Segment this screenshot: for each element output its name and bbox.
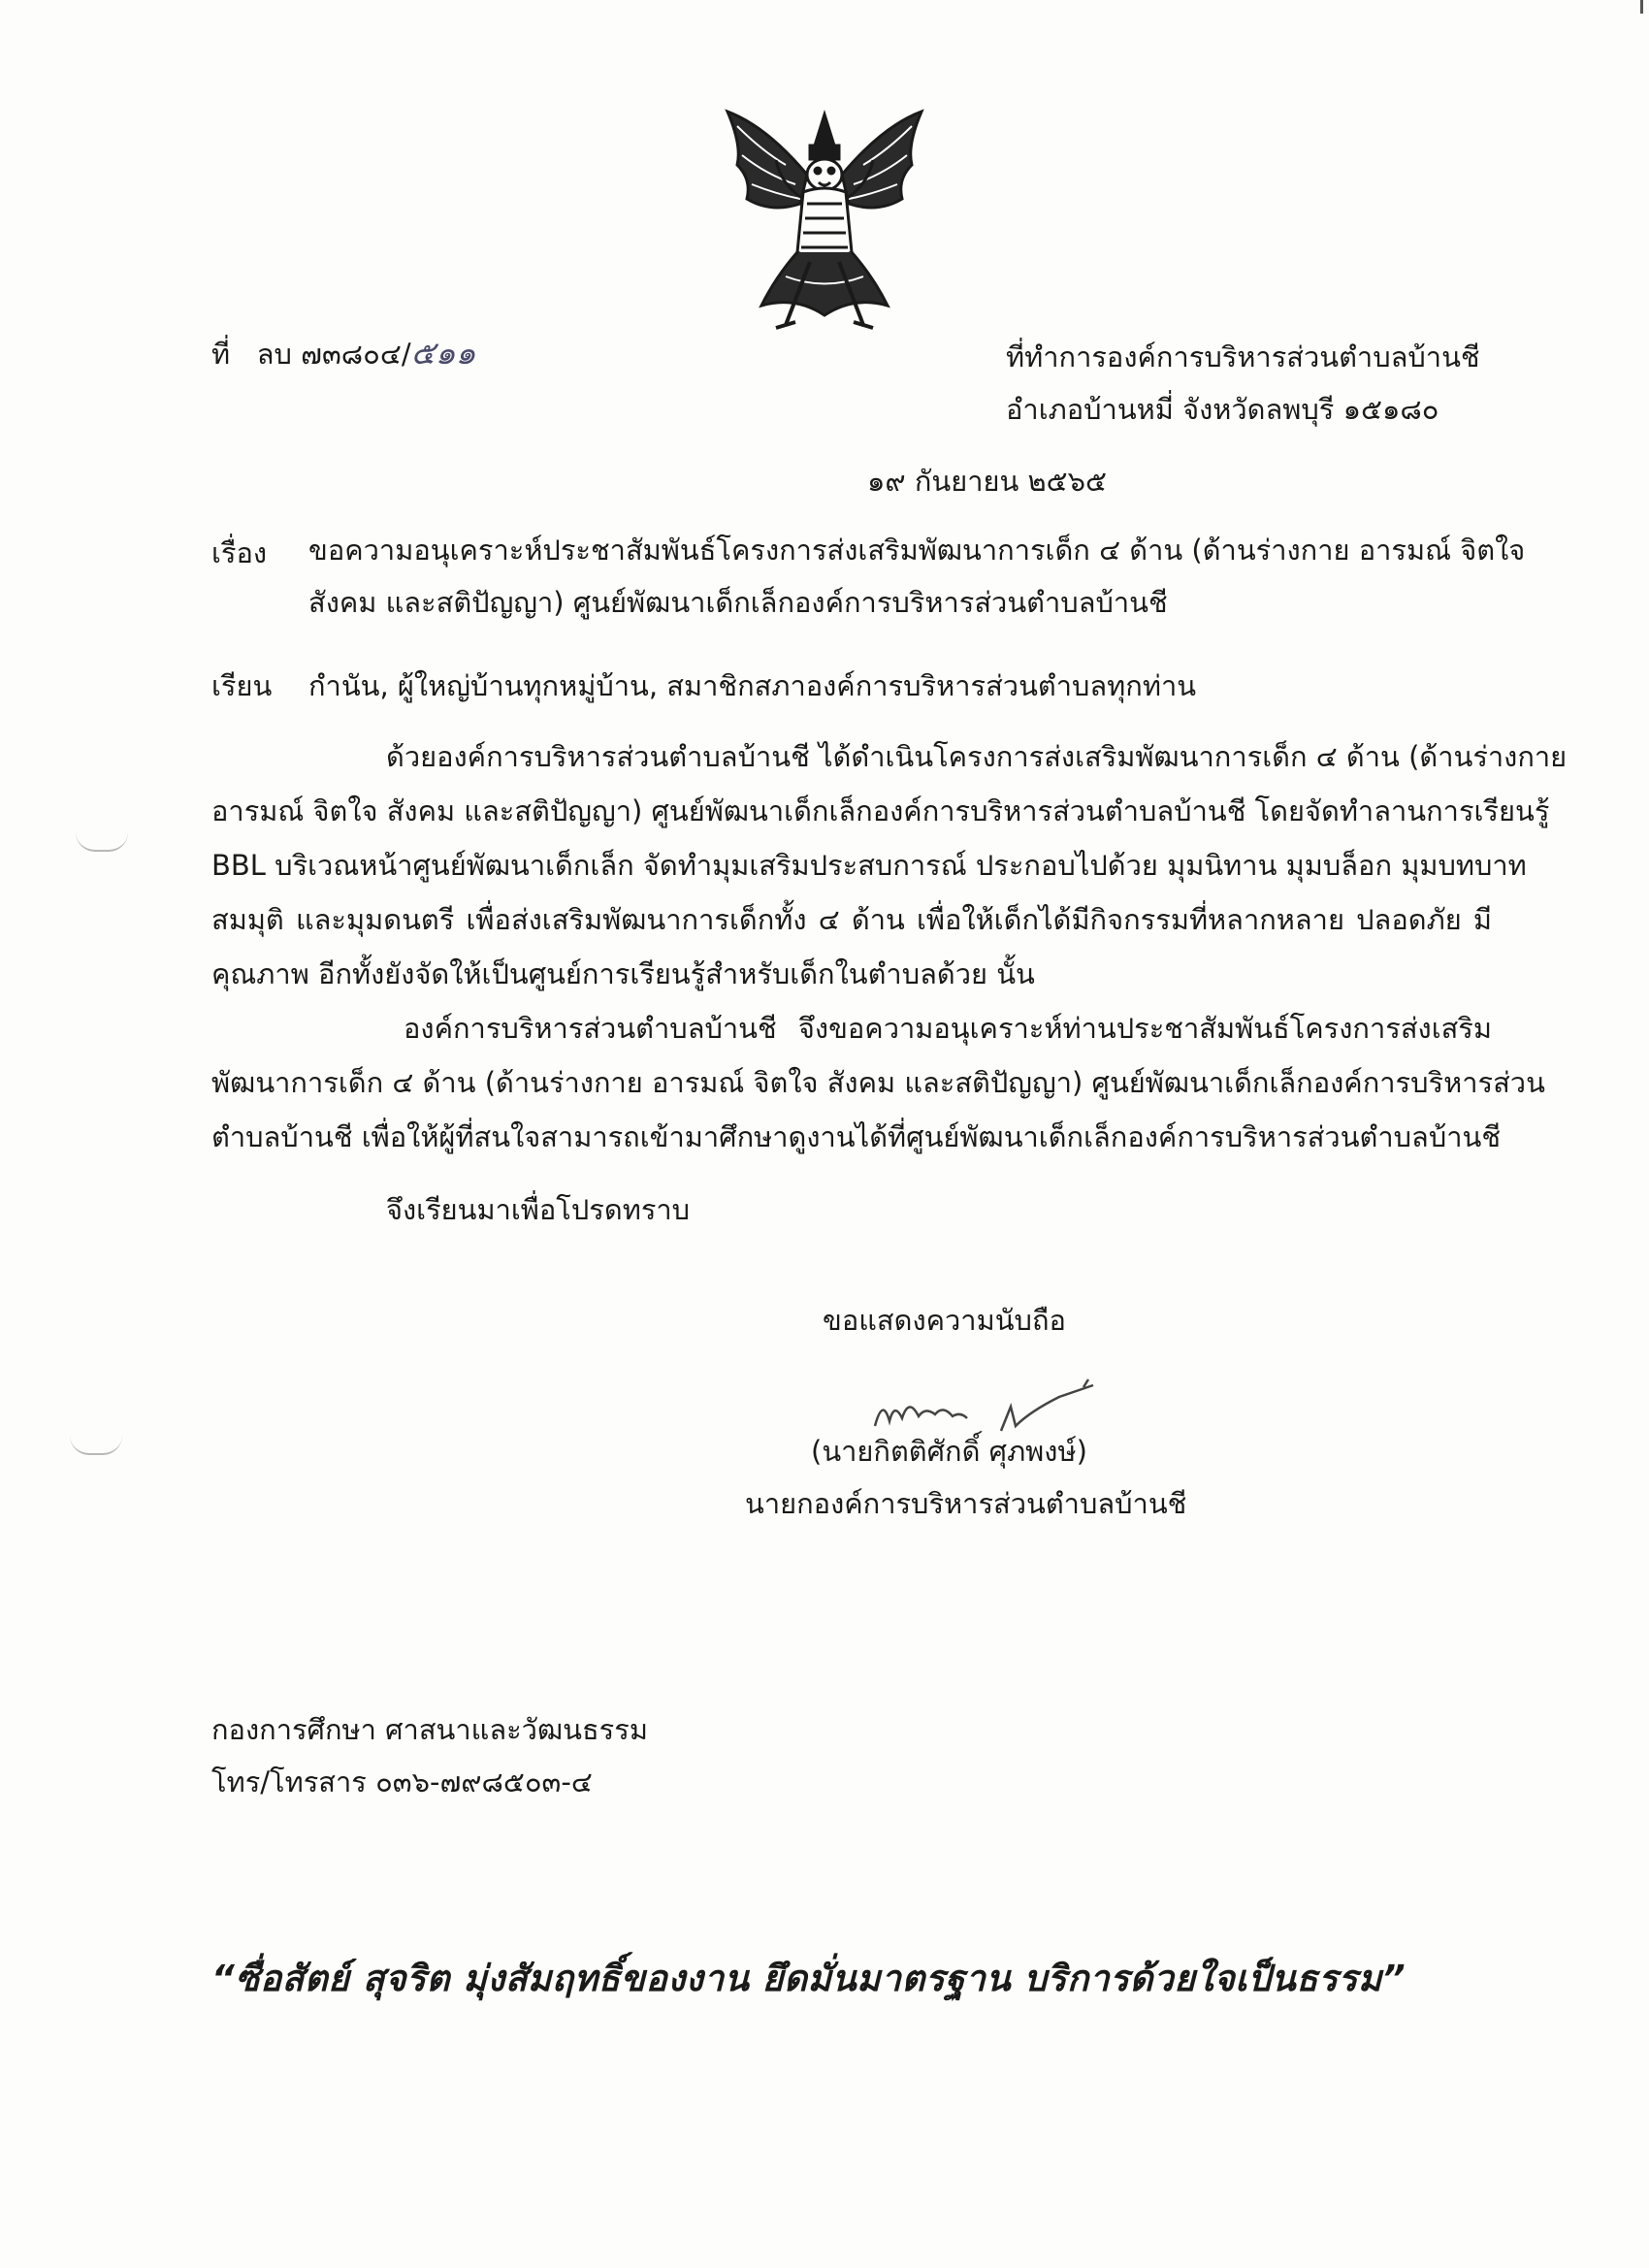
closing-request: จึงเรียนมาเพื่อโปรดทราบ (386, 1193, 691, 1226)
paragraph-line: ตำบลบ้านชี เพื่อให้ผู้ที่สนใจสามารถเข้ามาศึกษาดูงานได้ที่ศูนย์พัฒนาเด็กเล็กองค์การบริหารส่วนตำบลบ้านชี (211, 1120, 1502, 1153)
paragraph-line: อารมณ์ จิตใจ สังคม และสติปัญญา) ศูนย์พัฒนาเด็กเล็กองค์การบริหารส่วนตำบลบ้านชี โดยจัดทำลานการเรียนรู้ (211, 794, 1550, 827)
paragraph-line: องค์การบริหารส่วนตำบลบ้านชี จึงขอความอนุเคราะห์ท่านประชาสัมพันธ์โครงการส่งเสริม (404, 1012, 1492, 1045)
recipient-label: เรียน (211, 669, 273, 702)
handwritten-reference-number: ๕๑๑ (410, 334, 476, 372)
organization-motto: “ซื่อสัตย์ สุจริต มุ่งสัมฤทธิ์ของงาน ยึดมั่นมาตรฐาน บริการด้วยใจเป็นธรรม” (211, 1958, 1406, 1999)
sender-address-line2: อำเภอบ้านหมี่ จังหวัดลพบุรี ๑๕๑๘๐ (1006, 393, 1439, 426)
punch-hole-mark (76, 832, 128, 852)
subject-line: ขอความอนุเคราะห์ประชาสัมพันธ์โครงการส่งเสริมพัฒนาการเด็ก ๔ ด้าน (ด้านร่างกาย อารมณ์ จิตใจ (308, 534, 1526, 567)
subject-line: สังคม และสติปัญญา) ศูนย์พัฒนาเด็กเล็กองค์การบริหารส่วนตำบลบ้านชี (308, 586, 1168, 619)
reference-prefix: ที่ (211, 338, 231, 371)
document-date: ๑๙ กันยายน ๒๕๖๕ (867, 465, 1107, 498)
paragraph-line: พัฒนาการเด็ก ๔ ด้าน (ด้านร่างกาย อารมณ์ จิตใจ สังคม และสติปัญญา) ศูนย์พัฒนาเด็กเล็กองค์การบริหารส่วน (211, 1066, 1545, 1099)
reference-number: ลบ ๗๓๘๐๔/ (256, 338, 411, 371)
paragraph-line: สมมุติ และมุมดนตรี เพื่อส่งเสริมพัฒนาการเด็กทั้ง ๔ ด้าน เพื่อให้เด็กได้มีกิจกรรมที่หลากหลาย ปลอดภัย มี (211, 903, 1492, 936)
signatory-position: นายกองค์การบริหารส่วนตำบลบ้านชี (745, 1487, 1187, 1520)
body-paragraph-2 (211, 1001, 1545, 1164)
subject-label: เรื่อง (211, 536, 268, 569)
document-reference (211, 327, 475, 378)
closing-salutation: ขอแสดงความนับถือ (823, 1304, 1066, 1337)
signatory-name: (นายกิตติศักดิ์ ศุภพงษ์) (811, 1435, 1087, 1468)
punch-hole-mark (70, 1436, 122, 1455)
footer-phone: โทร/โทรสาร ๐๓๖-๗๙๘๕๐๓-๔ (211, 1766, 593, 1798)
paragraph-line: BBL บริเวณหน้าศูนย์พัฒนาเด็กเล็ก จัดทำมุมเสริมประสบการณ์ ประกอบไปด้วย มุมนิทาน มุมบล็อก มุมบทบาท (211, 849, 1527, 882)
body-paragraph-1 (211, 729, 1568, 1001)
garuda-emblem-icon (718, 107, 931, 335)
paragraph-line: คุณภาพ อีกทั้งยังจัดให้เป็นศูนย์การเรียนรู้สำหรับเด็กในตำบลด้วย นั้น (211, 957, 1035, 990)
recipient-text: กำนัน, ผู้ใหญ่บ้านทุกหมู่บ้าน, สมาชิกสภาองค์การบริหารส่วนตำบลทุกท่าน (308, 669, 1197, 702)
sender-address-line1: ที่ทำการองค์การบริหารส่วนตำบลบ้านชี (1006, 340, 1480, 373)
paragraph-line: ด้วยองค์การบริหารส่วนตำบลบ้านชี ได้ดำเนินโครงการส่งเสริมพัฒนาการเด็ก ๔ ด้าน (ด้านร่างกาย (386, 740, 1568, 773)
scan-corner-mark (1640, 0, 1643, 14)
subject-text (308, 524, 1526, 629)
footer-department: กองการศึกษา ศาสนาและวัฒนธรรม (211, 1713, 648, 1746)
